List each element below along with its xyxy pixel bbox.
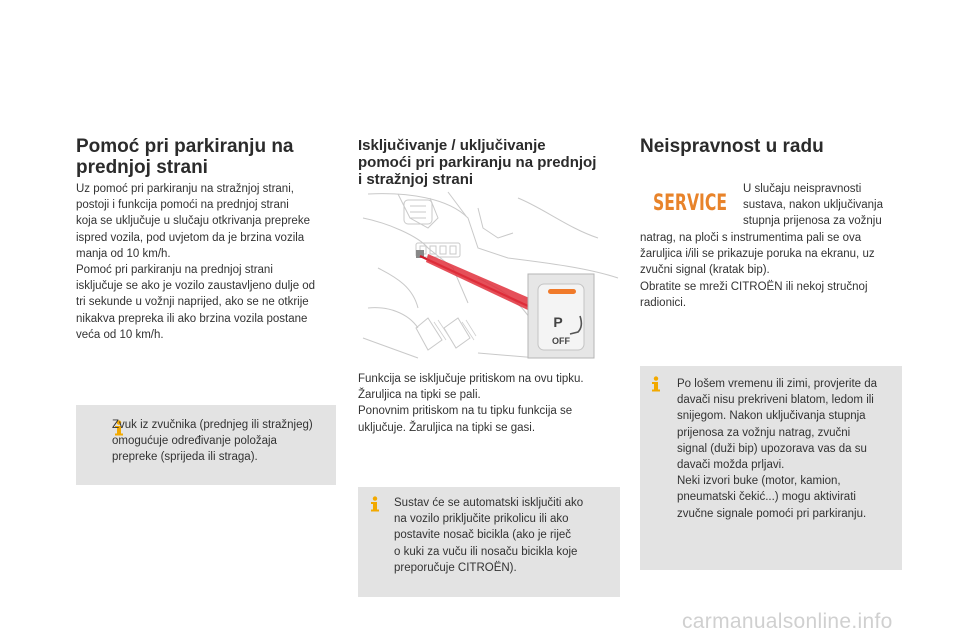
malfunction-heading: Neispravnost u radu	[640, 136, 824, 157]
front-parking-text: Uz pomoć pri parkiranju na stražnjoj strani, postoji i funkcija pomoći na prednjoj strani koja se uključuje u slučaju otkrivanja prepreke ispred vozila, pod uvjetom da je brzina vozila manja od 10 km/h. Pomoć pri parkiranju na prednjoj strani isključuje se ako je vozilo zaustavljeno dulje od tri sekunde u vožnji naprijed, ako se ne otkrije nikakva prepreka ili ako brzina vozila postane veća od 10 km/h.	[76, 183, 316, 341]
info-icon	[368, 496, 382, 512]
watermark: carmanualsonline.info	[682, 610, 893, 633]
front-parking-heading: Pomoć pri parkiranju na prednjoj strani	[76, 136, 294, 178]
info-icon	[649, 376, 663, 392]
malfunction-text-top: U slučaju neispravnosti sustava, nakon uključivanja stupnja prijenosa za vožnju	[743, 183, 883, 228]
sound-note	[76, 405, 336, 485]
off-button-label: OFF	[552, 336, 570, 346]
dashboard-illustration	[358, 188, 620, 362]
toggle-text: Funkcija se isključuje pritiskom na ovu tipku. Žaruljica na tipki se pali. Ponovnim pritiskom na tu tipku funkcija se uključuje. Žaruljica na tipki se gasi.	[358, 373, 584, 434]
trailer-note	[358, 487, 620, 597]
service-label: SERVICE	[653, 191, 727, 216]
weather-note-text: Po lošem vremenu ili zimi, provjerite da davači nisu prekriveni blatom, ledom ili snijegom. Nakon uključivanja stupnja prijenosa za vožnju natrag, zvučni signal (duži bip) upozorava vas da su davači možda prljavi. Neki izvori buke (motor, kamion, pneumatski čekić...) mogu aktivirati zvučne signale pomoći pri parkiranju.	[677, 378, 878, 520]
sound-note-text: Zvuk iz zvučnika (prednjeg ili stražnjeg) omogućuje određivanje položaja prepreke (sprijeda ili straga).	[112, 419, 313, 464]
service-warning-icon	[652, 188, 728, 214]
trailer-note-text: Sustav će se automatski isključiti ako na vozilo priključite prikolicu ili ako postavite nosač bicikla (ako je riječ o kuki za vuču ili nosaču bicikla koje preporučuje CITROËN).	[394, 497, 584, 574]
weather-note	[640, 366, 902, 570]
toggle-heading: Isključivanje / uključivanje pomoći pri parkiranju na prednjoj i stražnjoj strani	[358, 137, 597, 188]
off-button-symbol: P	[553, 314, 563, 330]
malfunction-text: natrag, na ploči s instrumentima pali se ova žaruljica i/ili se prikazuje poruka na ekranu, uz zvučni signal (kratak bip). Obratite se mreži CITROËN ili nekoj stručnoj radionici.	[640, 232, 875, 309]
